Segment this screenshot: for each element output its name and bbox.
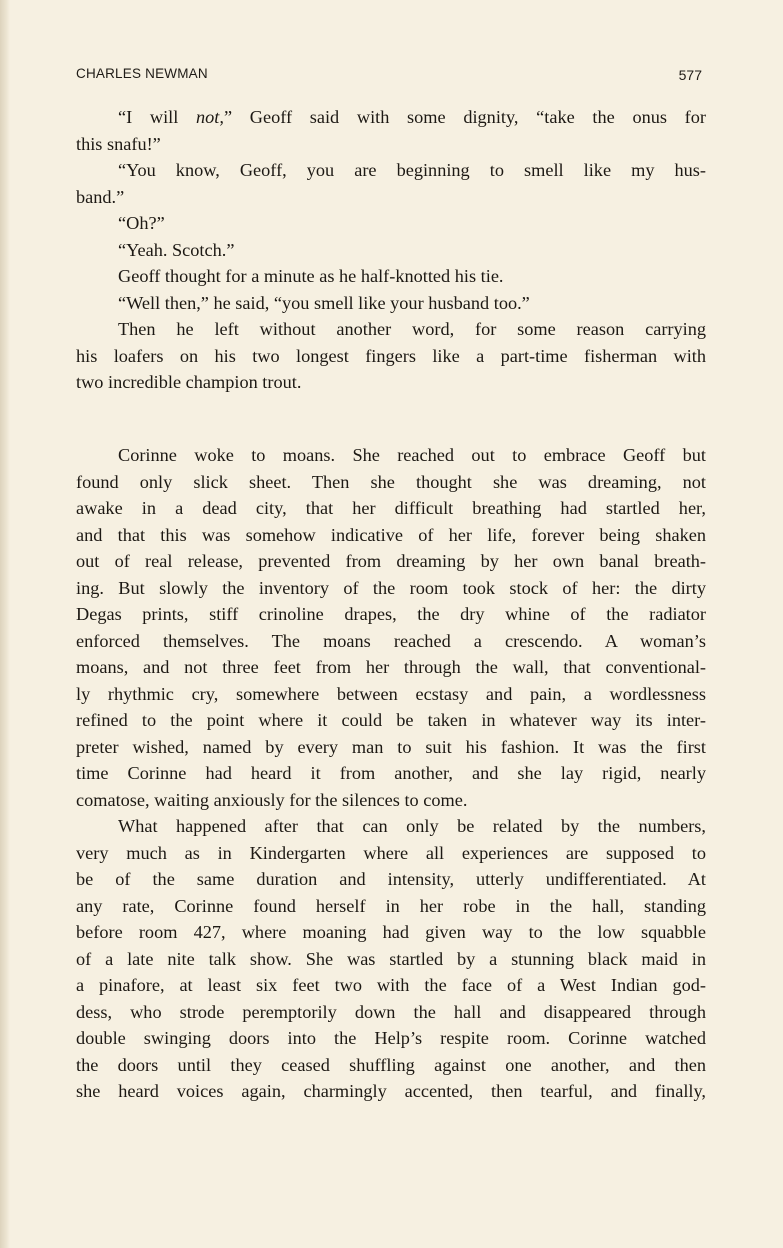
emphasized-word: not, [196, 107, 224, 127]
text-line: a pinafore, at least six feet two with the face of a West Indian god- [76, 975, 706, 995]
paragraph [76, 104, 706, 157]
text-line: Corinne woke to moans. She reached out to embrace Geoff but [118, 445, 706, 465]
text-line: “Yeah. Scotch.” [118, 239, 235, 260]
running-head-author: CHARLES NEWMAN [76, 66, 208, 81]
binding-gutter [0, 0, 10, 1248]
text-line: moans, and not three feet from her through the wall, that conventional- [76, 657, 706, 677]
text-line: What happened after that can only be related by the numbers, [118, 816, 706, 836]
paragraph [76, 210, 706, 237]
dialogue-section [76, 104, 706, 396]
running-head [76, 66, 706, 86]
text-line: enforced themselves. The moans reached a crescendo. A woman’s [76, 630, 706, 651]
text-line: his loafers on his two longest fingers like a part-time fisherman with [76, 345, 706, 366]
text-line: time Corinne had heard it from another, and she lay rigid, nearly [76, 763, 706, 783]
text-line: awake in a dead city, that her difficult breathing had startled her, [76, 498, 706, 518]
paragraph [76, 442, 706, 813]
book-page [76, 0, 706, 1248]
paragraph [76, 237, 706, 264]
text-line: refined to the point where it could be taken in whatever way its inter- [76, 710, 706, 730]
text-line: Geoff thought for a minute as he half-knotted his tie. [118, 266, 504, 286]
text-line: very much as in Kindergarten where all experiences are supposed to [76, 842, 706, 863]
text-line: ing. But slowly the inventory of the room took stock of her: the dirty [76, 577, 706, 598]
text-line: before room 427, where moaning had given way to the low squabble [76, 922, 706, 942]
text-line: dess, who strode peremptorily down the hall and disappeared through [76, 1001, 706, 1022]
text-line: band.” [76, 186, 125, 207]
text-line: comatose, waiting anxiously for the silences to come. [76, 789, 468, 810]
text-line: found only slick sheet. Then she thought she was dreaming, not [76, 471, 706, 492]
text-line: “Oh?” [118, 213, 165, 233]
text-line: this snafu!” [76, 133, 161, 154]
text-line: and that this was somehow indicative of her life, forever being shaken [76, 524, 706, 545]
paragraph [76, 813, 706, 1105]
text-line: out of real release, prevented from dreaming by her own banal breath- [76, 551, 706, 571]
text-line: two incredible champion trout. [76, 372, 302, 392]
text-line: ly rhythmic cry, somewhere between ecstasy and pain, a wordlessness [76, 683, 706, 704]
text-line: she heard voices again, charmingly accented, then tearful, and finally, [76, 1081, 706, 1101]
text-line: double swinging doors into the Help’s respite room. Corinne watched [76, 1028, 706, 1048]
text-line: “I will not,” Geoff said with some dignity, “take the onus for [118, 107, 706, 127]
text-line: be of the same duration and intensity, utterly undifferentiated. At [76, 869, 706, 889]
paragraph [76, 316, 706, 396]
narrative-section [76, 442, 706, 1105]
text-line: “You know, Geoff, you are beginning to smell like my hus- [118, 160, 706, 180]
text-line: any rate, Corinne found herself in her robe in the hall, standing [76, 895, 706, 916]
text-line: of a late nite talk show. She was startled by a stunning black maid in [76, 948, 706, 969]
paragraph [76, 290, 706, 317]
paragraph [76, 263, 706, 290]
paragraph [76, 157, 706, 210]
text-line: Degas prints, stiff crinoline drapes, the dry whine of the radiator [76, 604, 706, 624]
text-line: Then he left without another word, for some reason carrying [118, 319, 706, 339]
text-line: “Well then,” he said, “you smell like your husband too.” [118, 292, 530, 313]
text-line: preter wished, named by every man to suit his fashion. It was the first [76, 736, 706, 757]
page-number: 577 [678, 67, 702, 83]
text-line: the doors until they ceased shuffling against one another, and then [76, 1054, 706, 1075]
